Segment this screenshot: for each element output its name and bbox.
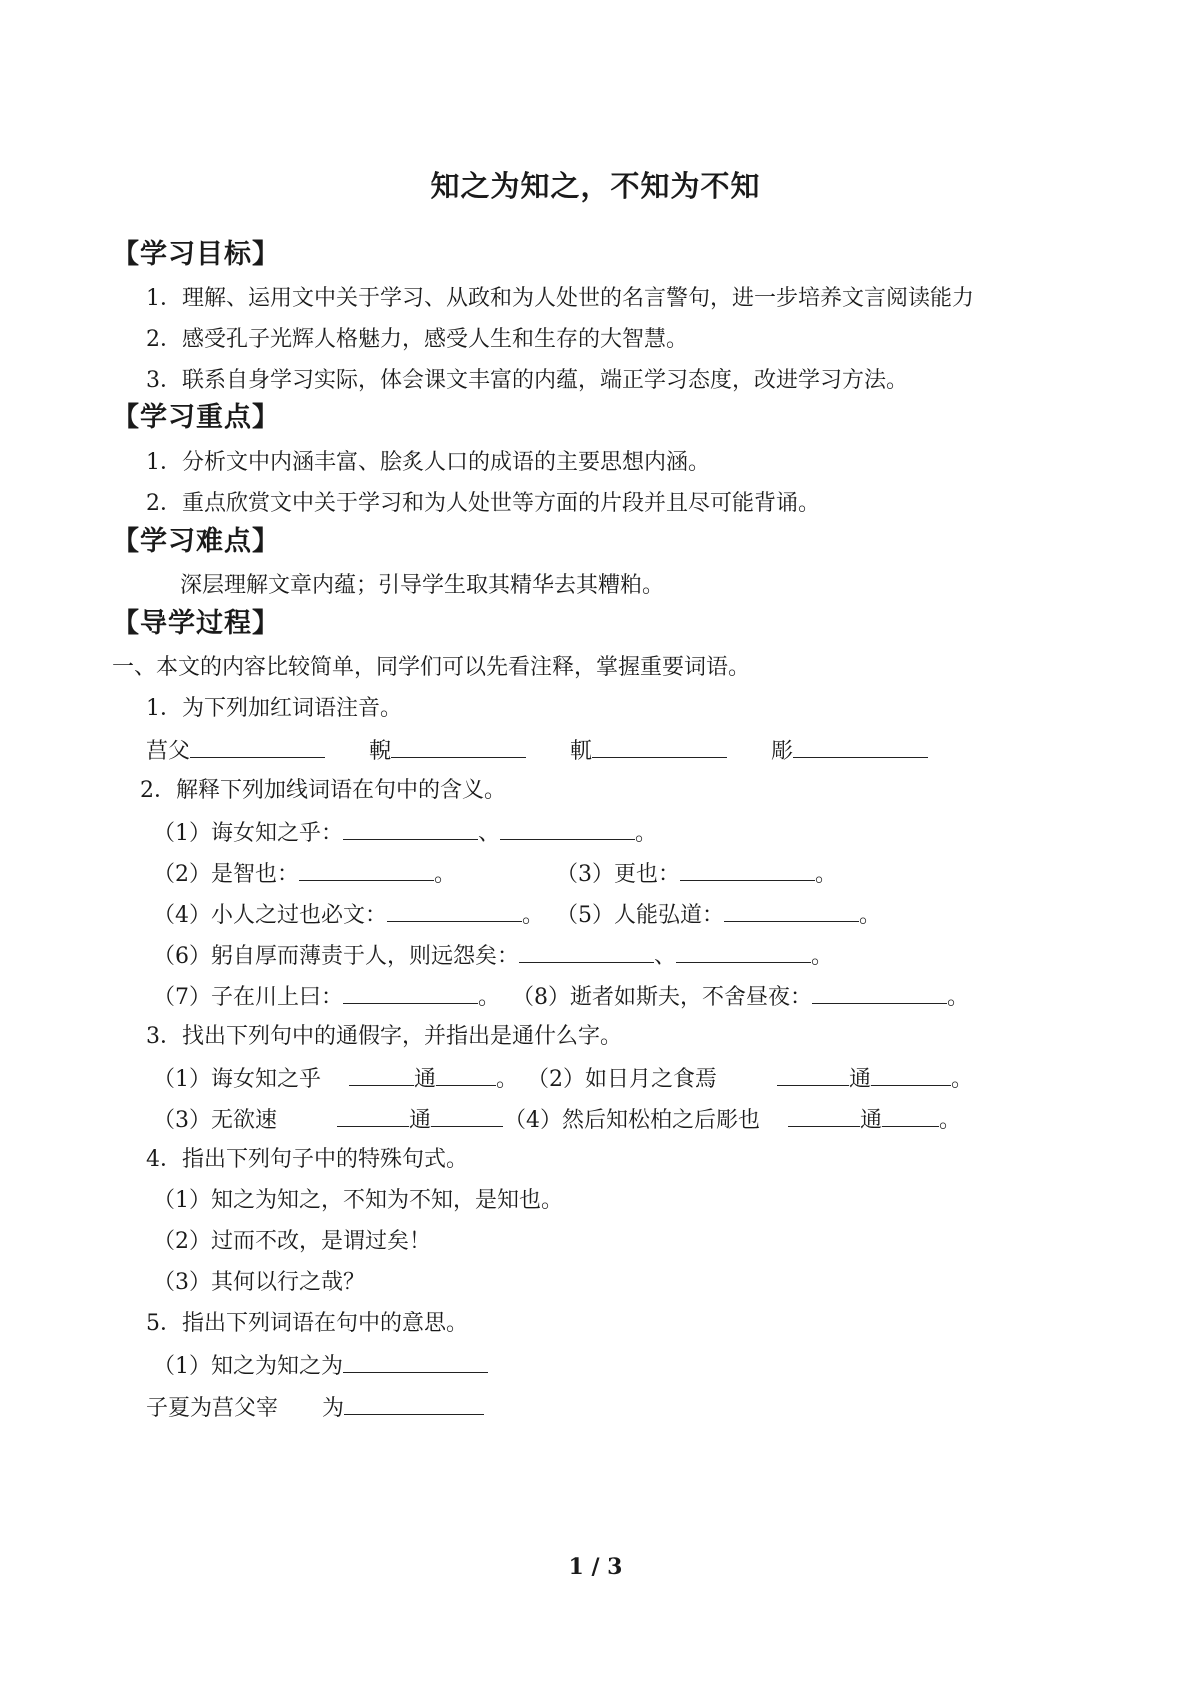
period: 。	[522, 903, 545, 928]
q4-item: （1）知之为知之，不知为不知，是知也。	[153, 1188, 563, 1213]
answer-blank[interactable]	[680, 858, 815, 881]
answer-blank[interactable]	[812, 981, 947, 1004]
key-point-item: 2．重点欣赏文中关于学习和为人处世等方面的片段并且尽可能背诵。	[146, 491, 820, 516]
answer-blank[interactable]	[676, 940, 811, 963]
q2-item-3	[556, 858, 837, 890]
q2-item-text: （2）是智也：	[153, 862, 299, 887]
tong-label: 通	[849, 1067, 872, 1092]
q2-item-5	[556, 899, 881, 931]
answer-blank[interactable]	[431, 1104, 503, 1127]
objectives-heading: 【学习目标】	[112, 239, 280, 270]
objective-item: 1．理解、运用文中关于学习、从政和为人处世的名言警句，进一步培养文言阅读能力	[146, 286, 974, 311]
answer-blank[interactable]	[337, 1104, 409, 1127]
answer-blank[interactable]	[724, 899, 859, 922]
answer-blank[interactable]	[344, 1392, 484, 1415]
period: 。	[939, 1108, 962, 1133]
q2-item-text: （3）更也：	[556, 862, 680, 887]
q5-item-2	[146, 1392, 484, 1424]
q2-item-text: （6）躬自厚而薄责于人，则远怨矣：	[153, 944, 519, 969]
q4-prompt: 4．指出下列句子中的特殊句式。	[146, 1147, 468, 1172]
period: 。	[947, 985, 970, 1010]
answer-blank[interactable]	[343, 981, 478, 1004]
answer-blank[interactable]	[299, 858, 434, 881]
q2-item-8	[512, 981, 969, 1013]
q3-item-3	[153, 1104, 503, 1136]
q1-prompt: 1．为下列加红词语注音。	[146, 696, 402, 721]
q2-item-text: （5）人能弘道：	[556, 903, 724, 928]
period: 。	[859, 903, 882, 928]
q2-item-text: （1）诲女知之乎：	[153, 821, 343, 846]
q1-word: 彫	[771, 739, 794, 764]
q1-words-row	[146, 735, 928, 767]
difficulties-heading: 【学习难点】	[112, 526, 280, 557]
answer-blank[interactable]	[871, 1063, 951, 1086]
q2-item-4	[153, 899, 544, 931]
answer-blank[interactable]	[519, 940, 654, 963]
q5-prompt: 5．指出下列词语在句中的意思。	[146, 1311, 468, 1336]
q2-item-text: （4）小人之过也必文：	[153, 903, 387, 928]
q1-word: 軏	[570, 739, 593, 764]
period: 。	[434, 862, 457, 887]
process-intro: 一、本文的内容比较简单，同学们可以先看注释，掌握重要词语。	[112, 655, 751, 680]
objective-item: 2．感受孔子光辉人格魅力，感受人生和生存的大智慧。	[146, 327, 688, 352]
answer-blank[interactable]	[436, 1063, 496, 1086]
q3-item-4	[504, 1104, 961, 1136]
key-points-heading: 【学习重点】	[112, 402, 280, 433]
objective-item: 3．联系自身学习实际，体会课文丰富的内蕴，端正学习态度，改进学习方法。	[146, 368, 908, 393]
answer-blank[interactable]	[343, 1350, 488, 1373]
comma: 、	[654, 944, 677, 969]
q2-item-7	[153, 981, 500, 1013]
answer-blank[interactable]	[500, 817, 635, 840]
period: 。	[951, 1067, 974, 1092]
q2-item-1	[153, 817, 657, 849]
q2-item-text: （8）逝者如斯夫，不舍昼夜：	[512, 985, 812, 1010]
process-heading: 【导学过程】	[112, 608, 280, 639]
answer-blank[interactable]	[793, 735, 928, 758]
answer-blank[interactable]	[391, 735, 526, 758]
answer-blank[interactable]	[387, 899, 522, 922]
q3-item-text: （1）诲女知之乎	[153, 1067, 321, 1092]
q3-prompt: 3．找出下列句中的通假字，并指出是通什么字。	[146, 1024, 622, 1049]
q5-item-text: 子夏为莒父宰	[146, 1396, 279, 1421]
q5-item-text: （1）知之为知之为	[153, 1354, 343, 1379]
q2-item-6	[153, 940, 833, 972]
q3-item-2	[527, 1063, 973, 1095]
period: 。	[635, 821, 658, 846]
q1-word: 輗	[369, 739, 392, 764]
q4-item: （3）其何以行之哉？	[153, 1270, 365, 1295]
period: 。	[496, 1067, 519, 1092]
period: 。	[811, 944, 834, 969]
period: 。	[478, 985, 501, 1010]
q2-item-2	[153, 858, 456, 890]
page-title: 知之为知之，不知为不知	[430, 169, 761, 203]
tong-label: 通	[860, 1108, 883, 1133]
answer-blank[interactable]	[349, 1063, 414, 1086]
q3-item-text: （2）如日月之食焉	[527, 1067, 717, 1092]
q4-item: （2）过而不改，是谓过矣！	[153, 1229, 431, 1254]
comma: 、	[478, 821, 501, 846]
answer-blank[interactable]	[777, 1063, 849, 1086]
answer-blank[interactable]	[788, 1104, 860, 1127]
difficulties-text: 深层理解文章内蕴；引导学生取其精华去其糟粕。	[180, 573, 665, 598]
q2-prompt: 2．解释下列加线词语在句中的含义。	[140, 778, 506, 803]
q5-item-1	[153, 1350, 488, 1382]
answer-blank[interactable]	[190, 735, 325, 758]
answer-blank[interactable]	[343, 817, 478, 840]
answer-blank[interactable]	[592, 735, 727, 758]
page-number: 1 / 3	[568, 1554, 623, 1580]
q2-item-text: （7）子在川上曰：	[153, 985, 343, 1010]
tong-label: 通	[409, 1108, 432, 1133]
q3-item-1	[153, 1063, 518, 1095]
tong-label: 通	[414, 1067, 437, 1092]
q1-word: 莒父	[146, 739, 191, 764]
period: 。	[815, 862, 838, 887]
q5-item-word: 为	[322, 1396, 345, 1421]
q3-item-text: （3）无欲速	[153, 1108, 277, 1133]
key-point-item: 1．分析文中内涵丰富、脍炙人口的成语的主要思想内涵。	[146, 450, 710, 475]
answer-blank[interactable]	[882, 1104, 939, 1127]
q3-item-text: （4）然后知松柏之后彫也	[504, 1108, 760, 1133]
